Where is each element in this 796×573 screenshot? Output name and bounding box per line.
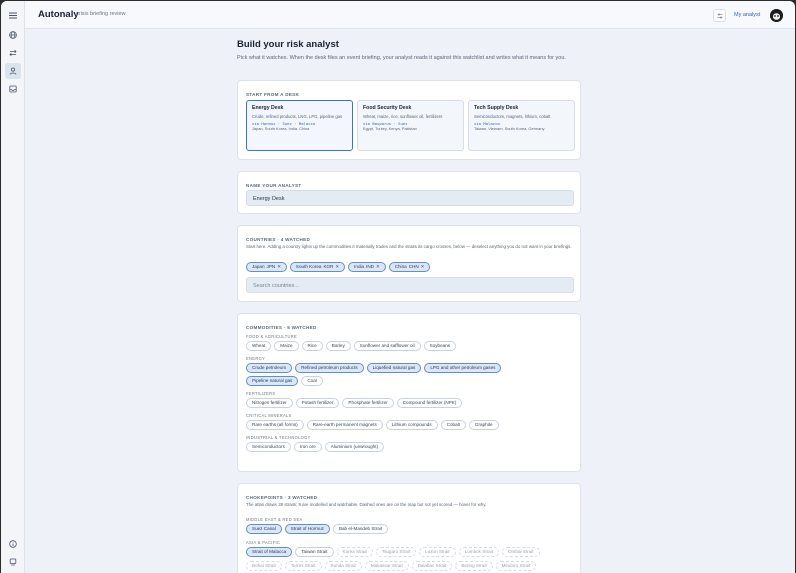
name-section-label: NAME YOUR ANALYST	[246, 183, 302, 188]
avatar[interactable]	[770, 9, 783, 22]
toggle-chip: Korea Strait	[337, 547, 373, 557]
app-window	[1, 1, 795, 573]
my-analyst-link[interactable]: My analyst	[734, 12, 761, 18]
toggle-chip[interactable]: Taiwan Strait	[295, 547, 333, 557]
globe-icon[interactable]	[5, 27, 21, 43]
toggle-chip[interactable]: Potash fertilizer	[296, 398, 340, 408]
toggle-chip[interactable]: Rare earths (all forms)	[246, 420, 304, 430]
desk-route: via Bosporus · Suez	[363, 121, 408, 126]
toggle-chip: Ombai Strait	[502, 547, 540, 557]
swap-icon[interactable]	[5, 45, 21, 61]
close-icon[interactable]: ✕	[277, 263, 281, 269]
brand-name[interactable]: Autonaly	[38, 9, 79, 20]
toggle-chip[interactable]: Crude petroleum	[246, 363, 292, 373]
group-label: MIDDLE EAST & RED SEA	[246, 517, 303, 522]
toggle-chip[interactable]: Iron ore	[294, 442, 322, 452]
desk-countries: Japan, South Korea, India, China	[252, 126, 310, 131]
name-card	[237, 171, 581, 214]
device-icon[interactable]	[5, 554, 21, 570]
desk-title: Food Security Desk	[363, 105, 412, 111]
chip-row	[246, 376, 323, 386]
toggle-chip: Balabac Strait	[412, 561, 453, 571]
toggle-chip[interactable]: Suez Canal	[246, 524, 282, 534]
toggle-chip: Mindoro Strait	[496, 561, 537, 571]
country-code: KOR	[323, 263, 334, 269]
toggle-chip[interactable]: Compound fertilizer (NPK)	[397, 398, 463, 408]
toggle-chip: Torres Strait	[285, 561, 322, 571]
country-chip[interactable]	[389, 262, 431, 272]
country-code: IND	[366, 263, 374, 269]
person-icon[interactable]	[5, 63, 21, 79]
toggle-chip[interactable]: Maize	[274, 341, 298, 351]
desk-route: via Malacca	[474, 121, 500, 126]
group-label: FERTILIZERS	[246, 391, 276, 396]
toggle-chip[interactable]: Sunflower and safflower oil	[354, 341, 421, 351]
close-icon[interactable]: ✕	[376, 263, 380, 269]
country-chip[interactable]	[348, 262, 386, 272]
group-label: ASIA & PACIFIC	[246, 540, 281, 545]
brand-subtitle: crisis briefing review	[76, 11, 126, 17]
country-search-input[interactable]: Search countries...	[246, 277, 574, 293]
inbox-icon[interactable]	[5, 81, 21, 97]
toggle-chip[interactable]: Lithium compounds	[386, 420, 438, 430]
toggle-chip[interactable]: Soybeans	[424, 341, 456, 351]
toggle-chip[interactable]: Graphite	[469, 420, 499, 430]
toggle-chip[interactable]: Nitrogen fertilizer	[246, 398, 293, 408]
chip-row	[246, 398, 462, 408]
close-icon[interactable]: ✕	[335, 263, 340, 269]
toggle-chip: Tsugaru Strait	[376, 547, 416, 557]
desk-description: Crude, refined products, LNG, LPG, pipeline gas	[252, 114, 343, 119]
commodities-card	[237, 313, 581, 472]
country-name: India	[354, 263, 365, 269]
toggle-chip: Makassar Strait	[365, 561, 409, 571]
chip-row	[246, 547, 540, 557]
chip-row	[246, 341, 456, 351]
country-chip[interactable]	[246, 262, 287, 272]
desk-section-label: START FROM A DESK	[246, 92, 300, 97]
chip-row	[246, 363, 501, 373]
toggle-chip[interactable]: Phosphate fertilizer	[342, 398, 393, 408]
desk-option[interactable]	[357, 100, 464, 151]
countries-section-label: COUNTRIES · 4 WATCHED	[246, 237, 311, 242]
group-label: CRITICAL MINERALS	[246, 413, 292, 418]
toggle-chip[interactable]: Liquefied natural gas	[367, 363, 422, 373]
desk-route: via Hormuz · Suez · Malacca	[252, 121, 316, 126]
desk-title: Tech Supply Desk	[474, 105, 519, 111]
country-name: South Korea	[295, 263, 322, 269]
toggle-chip[interactable]: Strait of Malacca	[246, 547, 292, 557]
toggle-chip[interactable]: Pipeline natural gas	[246, 376, 298, 386]
toggle-chip[interactable]: Rare-earth permanent magnets	[307, 420, 383, 430]
toggle-chip: Sunda Strait	[325, 561, 362, 571]
top-bar	[25, 1, 795, 29]
info-icon[interactable]	[5, 536, 21, 552]
country-chip-row	[246, 262, 430, 272]
chip-row	[246, 442, 384, 452]
commodities-section-label: COMMODITIES · 5 WATCHED	[246, 325, 317, 330]
chip-row	[246, 524, 388, 534]
menu-icon[interactable]	[5, 7, 21, 23]
country-code: JPN	[266, 263, 276, 269]
toggle-chip: Luzon Strait	[419, 547, 456, 557]
desk-countries: Egypt, Turkey, Kenya, Pakistan	[363, 126, 417, 131]
page-title: Build your risk analyst	[237, 39, 339, 50]
desk-option[interactable]	[468, 100, 575, 151]
country-chip[interactable]	[290, 262, 345, 272]
chokepoints-section-label: CHOKEPOINTS · 3 WATCHED	[246, 495, 318, 500]
chokepoints-hint: The atlas draws 28 straits; 8 are modelled and watchable. Dashed ones are on the map but not yet scored — hover for why.	[246, 502, 487, 507]
chip-row	[246, 561, 536, 571]
desk-description: Semiconductors, magnets, lithium, cobalt	[474, 114, 551, 119]
toggle-chip[interactable]: LPG and other petroleum gases	[424, 363, 501, 373]
countries-hint: Start here. Adding a country lights up the commodities it materially trades and the straits its cargo crosses, below — deselect anything you do not want in your briefings.	[246, 244, 572, 249]
sliders-icon[interactable]	[713, 9, 726, 22]
toggle-chip[interactable]: Bab el-Mandeb Strait	[333, 524, 388, 534]
icon-rail	[1, 1, 25, 573]
toggle-chip[interactable]: Aluminium (unwrought)	[325, 442, 384, 452]
toggle-chip[interactable]: Rice	[302, 341, 323, 351]
toggle-chip[interactable]: Strait of Hormuz	[285, 524, 330, 534]
toggle-chip[interactable]: Semiconductors	[246, 442, 291, 452]
toggle-chip: Bering Strait	[455, 561, 492, 571]
toggle-chip: Bohai Strait	[246, 561, 282, 571]
desk-countries: Taiwan, Vietnam, South Korea, Germany	[474, 126, 545, 131]
desk-card	[237, 80, 581, 160]
desk-title: Energy Desk	[252, 105, 284, 111]
analyst-name-input[interactable]: Energy Desk	[246, 190, 574, 206]
desk-option[interactable]	[246, 100, 353, 151]
group-label: FOOD & AGRICULTURE	[246, 334, 298, 339]
page-intro: Pick what it watches. When the desk files an event briefing, your analyst reads it against this watchlist and writes what it means for you.	[237, 55, 566, 61]
toggle-chip[interactable]: Refined petroleum products	[295, 363, 363, 373]
chip-row	[246, 420, 499, 430]
country-name: China	[394, 263, 407, 269]
group-label: INDUSTRIAL & TECHNOLOGY	[246, 435, 311, 440]
desk-description: Wheat, maize, rice, sunflower oil, fertilizers	[363, 114, 443, 119]
chokepoints-card	[237, 483, 581, 573]
toggle-chip[interactable]: Coal	[301, 376, 322, 386]
toggle-chip[interactable]: Wheat	[246, 341, 271, 351]
toggle-chip[interactable]: Barley	[326, 341, 351, 351]
close-icon[interactable]: ✕	[420, 263, 425, 269]
builder-page	[237, 39, 581, 62]
group-label: ENERGY	[246, 356, 266, 361]
countries-card	[237, 225, 581, 302]
country-code: CHN	[408, 263, 419, 269]
toggle-chip: Lombok Strait	[459, 547, 499, 557]
country-name: Japan	[252, 263, 265, 269]
toggle-chip[interactable]: Cobalt	[441, 420, 466, 430]
